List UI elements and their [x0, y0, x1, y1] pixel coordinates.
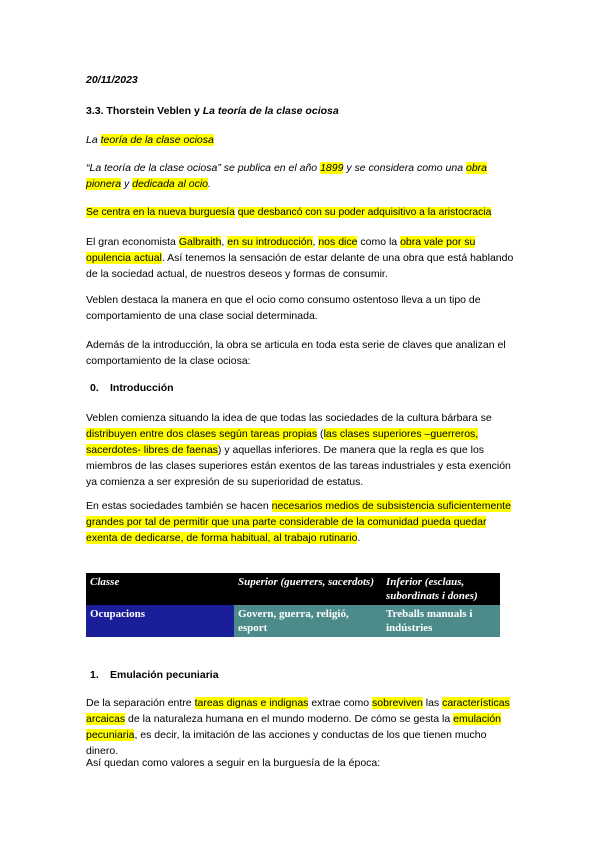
values-paragraph: Así quedan como valores a seguir en la burguesía de la época: — [86, 757, 381, 769]
publication-paragraph — [86, 160, 516, 192]
text-run: . — [357, 532, 361, 544]
subtitle-prefix: La — [86, 134, 101, 146]
table-header-cell: Superior (guerrers, sacerdots) — [234, 573, 382, 605]
intro-paragraph — [86, 410, 516, 490]
text-run: En estas sociedades también se hacen — [86, 500, 272, 512]
highlight-run: dedicada al ocio — [132, 178, 209, 190]
table-cell: Ocupacions — [86, 605, 234, 637]
section-book-title: La teoría de la clase ociosa — [202, 105, 339, 117]
text-run: ) y aquellas inferiores. De manera que la regla es que los miembros de las clases superiores están exentos de las tareas industriales y esta exención ya comienza a ser expresión de su superioridad de estatus. — [86, 444, 511, 488]
date: 20/11/2023 — [86, 74, 138, 86]
text-run: extrae como — [308, 697, 373, 709]
table-row — [86, 605, 500, 637]
text-run: ( — [317, 428, 324, 440]
table-header-row — [86, 573, 500, 605]
highlight-run: nos dice — [318, 236, 358, 248]
highlight-run: obra vale por su opulencia actual — [86, 236, 476, 264]
text-run: como la — [357, 236, 401, 248]
heading-emulacion — [86, 667, 516, 683]
text-run: y — [121, 178, 133, 190]
highlight-run: Se centra en la nueva burguesía — [86, 207, 235, 218]
text-run: las — [422, 697, 443, 709]
highlight-run: obra pionera — [86, 162, 488, 190]
class-table — [86, 573, 500, 637]
galbraith-paragraph — [86, 234, 516, 282]
table-header-cell: Classe — [86, 573, 234, 605]
highlight-run: tareas dignas e indignas — [194, 697, 309, 709]
heading-label: Emulación pecuniaria — [110, 669, 219, 681]
heading-number: 0. — [90, 382, 99, 394]
text-run: Veblen comienza situando la idea de que todas las sociedades de la cultura bárbara se — [86, 412, 492, 424]
emulation-paragraph — [86, 695, 516, 759]
highlight-run: características arcaicas — [86, 697, 510, 725]
text-run: . Así tenemos la sensación de estar delante de una obra que está hablando de la sociedad actual, de nuestros deseos y formas de consumir. — [86, 252, 514, 280]
text-run: , es decir, la imitación de las acciones y conductas de los que tienen mucho dinero. — [86, 729, 487, 757]
subtitle-highlight: teoría de la clase ociosa — [100, 134, 214, 146]
highlight-year: 1899 — [320, 162, 344, 174]
text-run: De la separación entre — [86, 697, 195, 709]
highlight-run: las clases superiores –guerreros, sacerdotes- libres de faenas — [86, 428, 479, 456]
societies-paragraph — [86, 498, 516, 546]
highlight-run: necesarios medios de subsistencia suficientemente grandes por tal de permitir que una parte considerable de la comunidad pueda quedar exenta de dedicarse, de forma habitual, al trabajo rutinario — [86, 500, 511, 544]
table-cell: Govern, guerra, religió, esport — [234, 605, 382, 637]
highlight-run: en su introducción — [227, 236, 313, 248]
text-run: . — [208, 178, 211, 190]
subtitle-paragraph — [86, 132, 516, 148]
bourgeoisie-paragraph — [86, 205, 526, 221]
highlight-run: Galbraith — [178, 236, 222, 248]
table-cell: Treballs manuals i indústries — [382, 605, 500, 637]
heading-introduccion — [86, 380, 516, 396]
table-header-cell: Inferior (esclaus, subordinats i dones) — [382, 573, 500, 605]
highlight-run: sobreviven — [372, 697, 423, 709]
text-run: “La teoría de la clase ociosa” se publica en el año — [86, 162, 321, 174]
text-run: El gran economista — [86, 236, 179, 248]
veblen-paragraph: Veblen destaca la manera en que el ocio como consumo ostentoso lleva a un tipo de comportamiento de una clase social determinada. — [86, 294, 481, 322]
structure-paragraph: Además de la introducción, la obra se articula en toda esta serie de claves que analizan el comportamiento de la clase ociosa: — [86, 339, 506, 367]
section-number: 3.3. Thorstein Veblen y — [86, 105, 203, 117]
text-run: y se considera como una — [343, 162, 466, 174]
section-heading — [86, 103, 516, 119]
text-run: de la naturaleza humana en el mundo moderno. De cómo se gesta la — [125, 713, 454, 725]
text-run: , — [312, 236, 319, 248]
heading-number: 1. — [90, 669, 99, 681]
highlight-run: que desbancó con su poder adquisitivo a la aristocracia — [237, 207, 492, 218]
highlight-run: emulación pecuniaria — [86, 713, 502, 741]
heading-label: Introducción — [110, 382, 174, 394]
highlight-run: distribuyen entre dos clases según tareas propias — [86, 428, 318, 440]
text-run: , — [221, 236, 228, 248]
